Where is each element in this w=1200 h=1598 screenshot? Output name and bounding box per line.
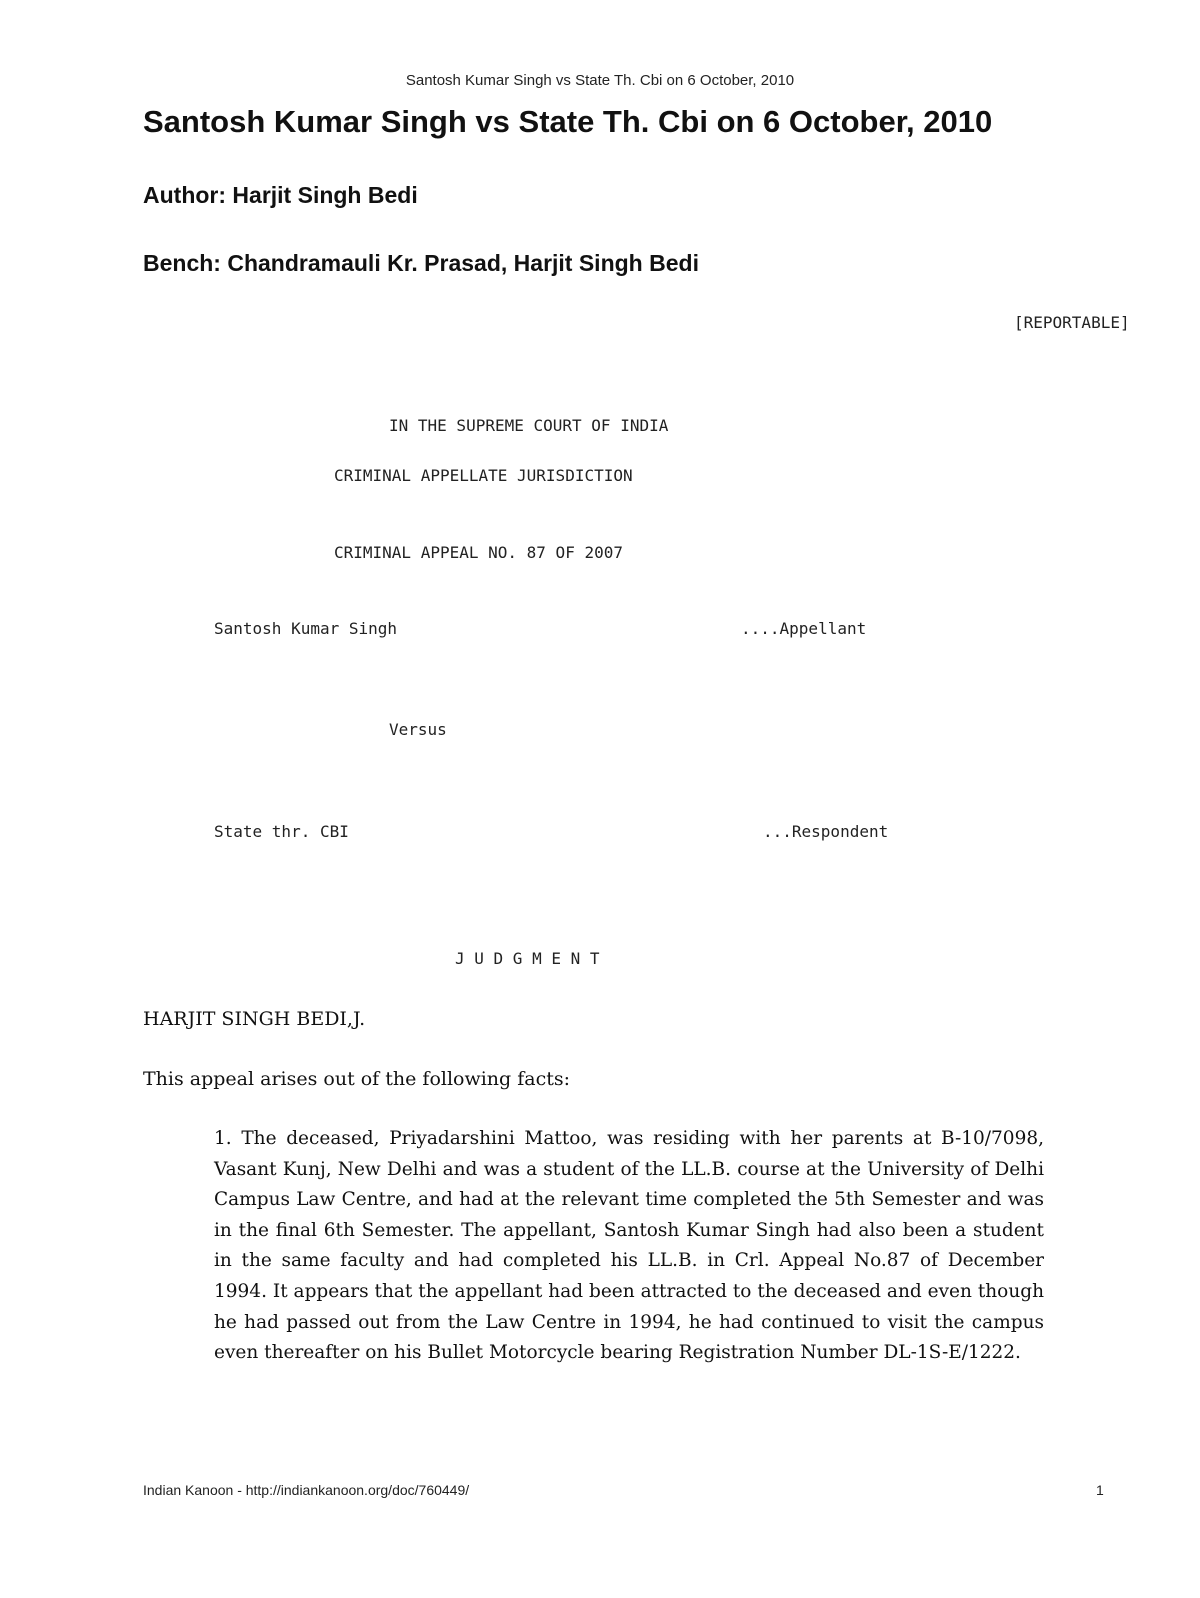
appeal-number: CRIMINAL APPEAL NO. 87 OF 2007 xyxy=(334,543,623,562)
intro-text: This appeal arises out of the following facts: xyxy=(143,1068,571,1090)
respondent-role: ...Respondent xyxy=(763,822,889,841)
respondent-name: State thr. CBI xyxy=(214,822,349,841)
bench-line: Bench: Chandramauli Kr. Prasad, Harjit Singh Bedi xyxy=(143,250,699,276)
court-name: IN THE SUPREME COURT OF INDIA xyxy=(389,416,669,435)
page-header: Santosh Kumar Singh vs State Th. Cbi on 6 October, 2010 xyxy=(405,72,795,89)
appellant-name: Santosh Kumar Singh xyxy=(214,619,398,638)
appellant-role: ....Appellant xyxy=(741,619,867,638)
reportable-label: [REPORTABLE] xyxy=(1014,313,1130,332)
paragraph-1: 1. The deceased, Priyadarshini Mattoo, was residing with her parents at B-10/7098, Vasant Kunj, New Delhi and was a student of the LL.B. course at the University of Delhi Campus Law Centre, and had at the relevant time completed the 5th Semester and was in the final 6th Semester. The appellant, Santosh Kumar Singh had also been a student in the same faculty and had completed his LL.B. in Crl. Appeal No.87 of December 1994. It appears that the appellant had been attracted to the deceased and even though he had passed out from the Law Centre in 1994, he had continued to visit the campus even thereafter on his Bullet Motorcycle bearing Registration Number DL-1S-E/1222. xyxy=(214,1128,1044,1364)
jurisdiction-line: CRIMINAL APPELLATE JURISDICTION xyxy=(334,466,633,485)
judgment-heading: J U D G M E N T xyxy=(455,949,600,968)
author-line: Author: Harjit Singh Bedi xyxy=(143,182,418,208)
footer-source-link[interactable]: Indian Kanoon - http://indiankanoon.org/doc/760449/ xyxy=(143,1482,470,1498)
document-title: Santosh Kumar Singh vs State Th. Cbi on 6 October, 2010 xyxy=(143,104,993,139)
versus-label: Versus xyxy=(389,720,447,739)
page-number: 1 xyxy=(1096,1482,1104,1498)
judge-name: HARJIT SINGH BEDI,J. xyxy=(143,1008,366,1030)
